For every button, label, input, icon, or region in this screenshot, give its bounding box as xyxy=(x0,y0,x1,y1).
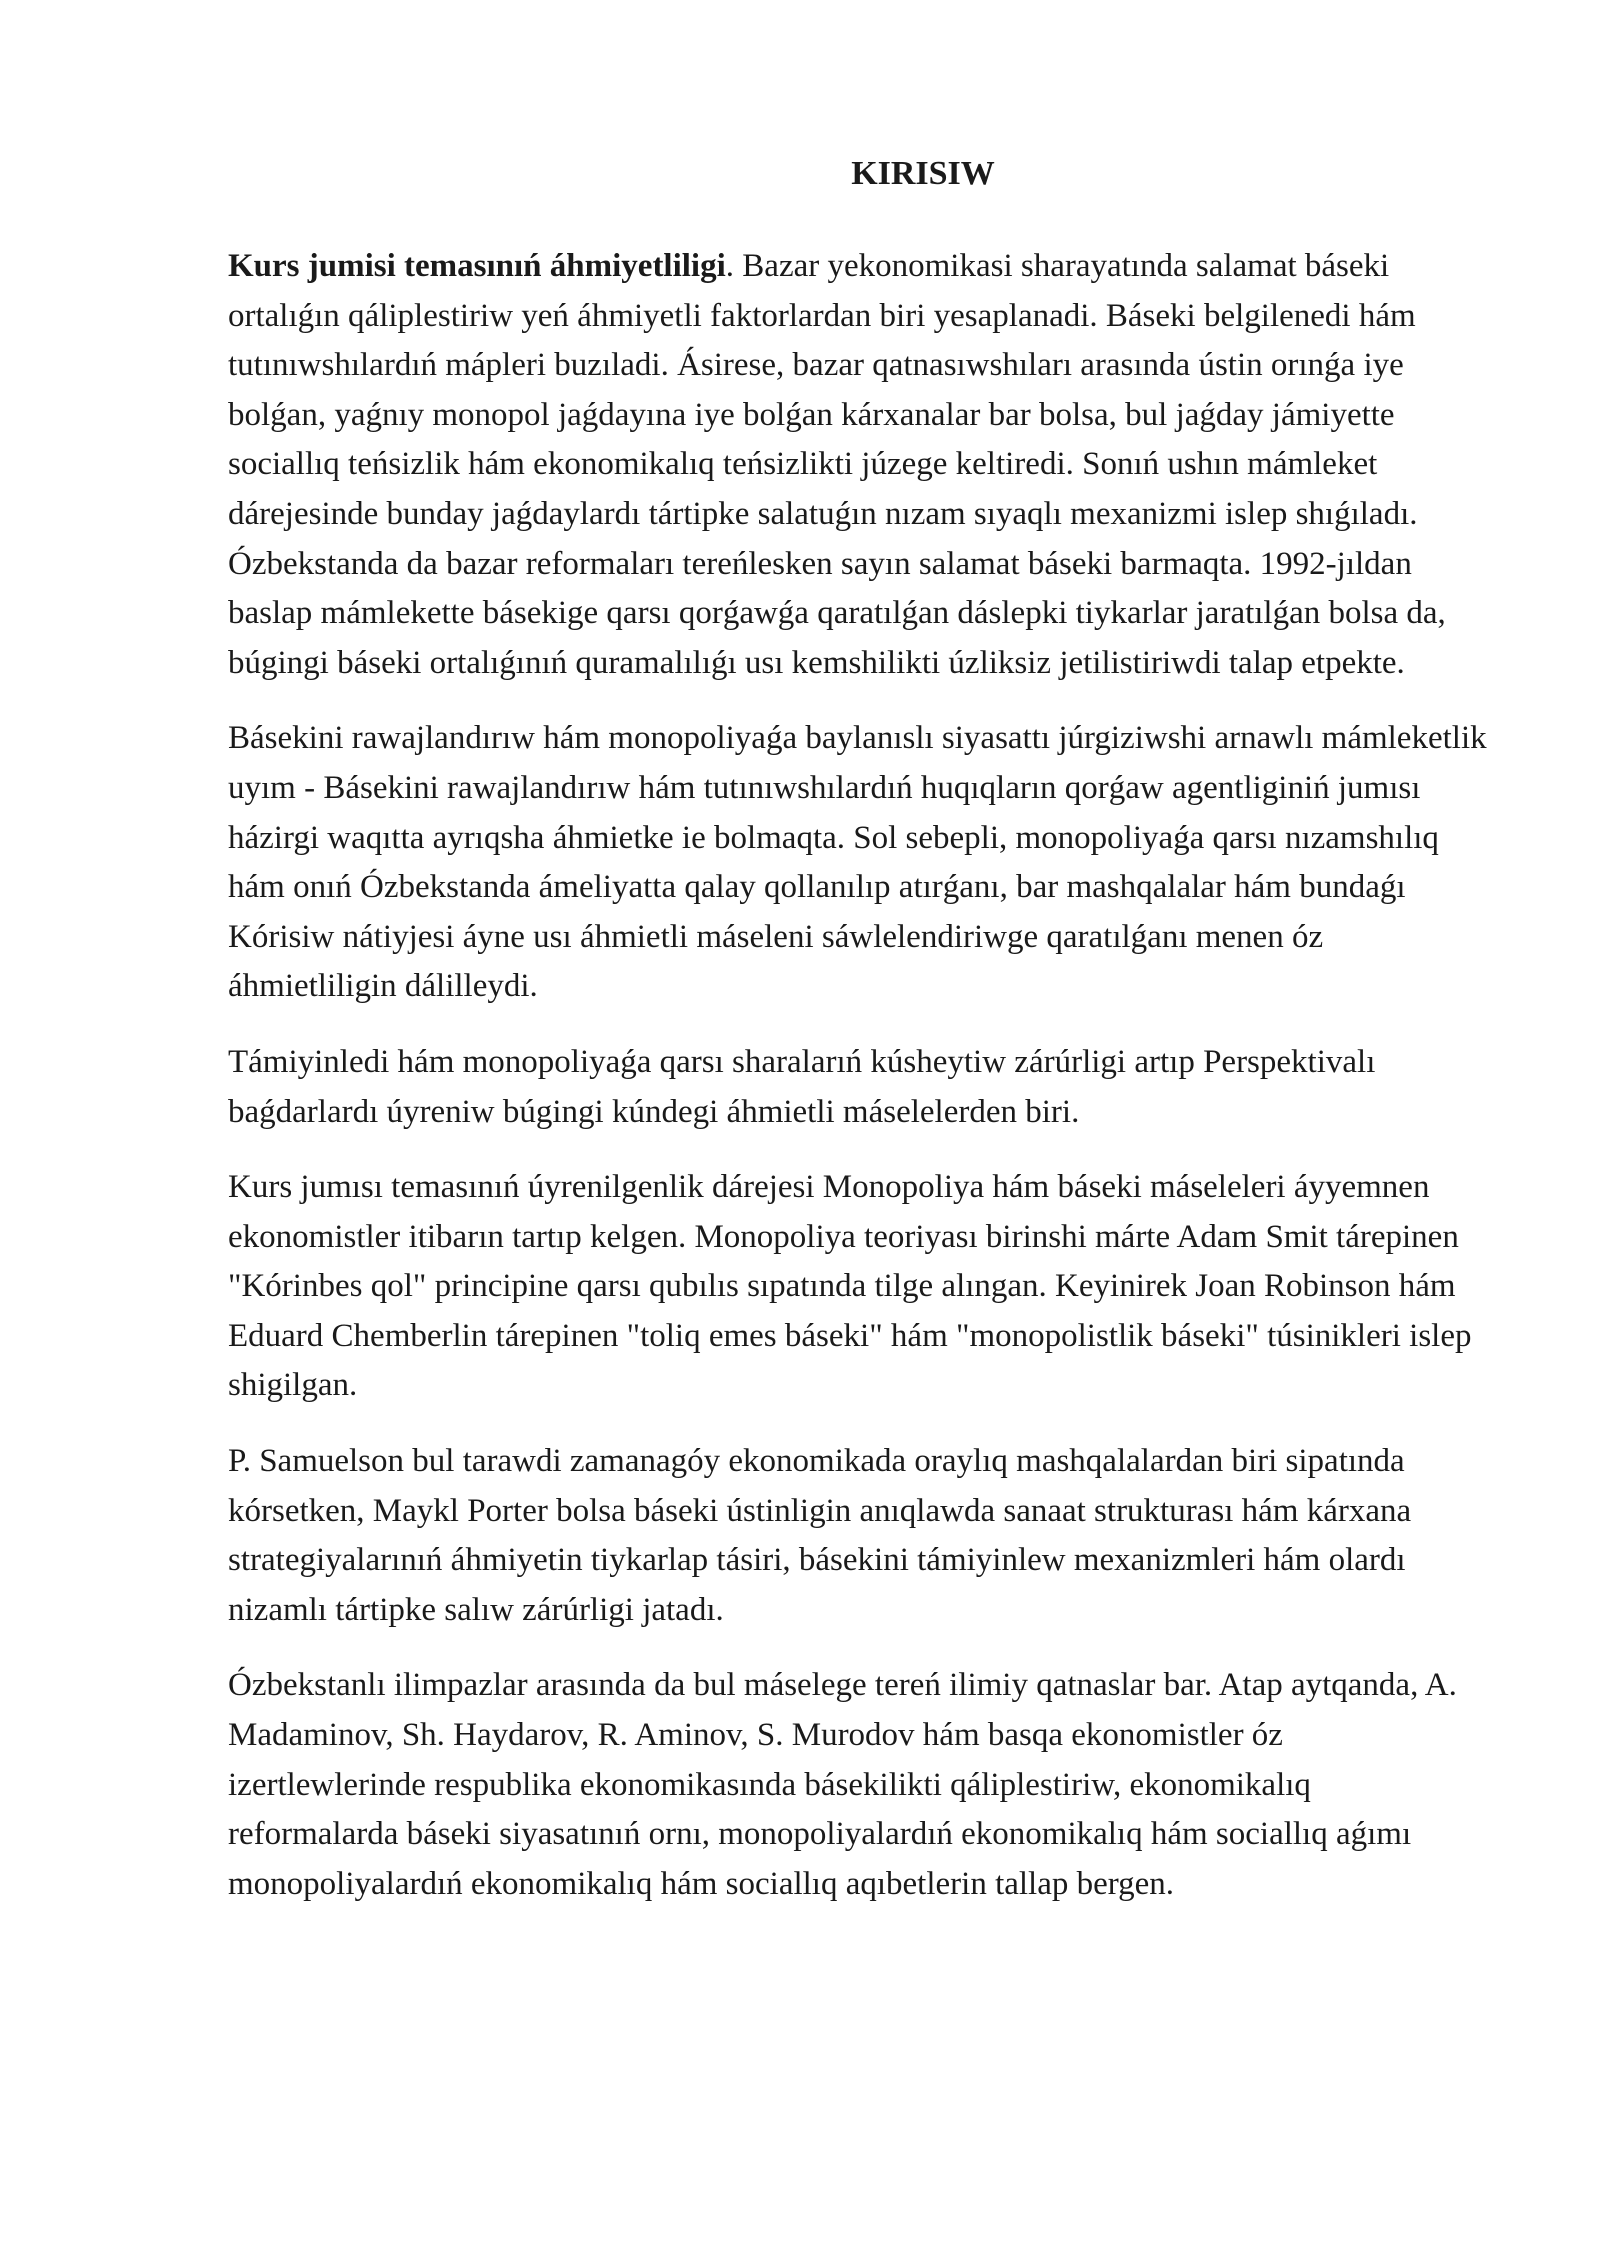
document-title: KIRISIW xyxy=(851,155,995,192)
document-page xyxy=(228,150,1488,1935)
paragraph-1-text: . Bazar yekonomikasi sharayatında salamat báseki ortalıǵın qáliplestiriw yeń áhmiyetli faktorlardan biri yesaplanadi. Báseki belgilenedi hám tutınıwshılardıń mápleri buzıladi. Ásirese, bazar qatnasıwshıları arasında ústin orınǵa iye bolǵan, yaǵnıy monopol jaǵdayına iye bolǵan kárxanalar bar bolsa, bul jaǵday jámiyette sociallıq teńsizlik hám ekonomikalıq teńsizlikti júzege keltiredi. Sonıń ushın mámleket dárejesinde bunday jaǵdaylardı tártipke salatuǵın nızam sıyaqlı mexanizmi islep shıǵıladı. Ózbekstanda da bazar reformaları tereńlesken sayın salamat báseki barmaqta. 1992-jıldan baslap mámlekette básekige qarsı qorǵawǵa qaratılǵan dáslepki tiykarlar jaratılǵan bolsa da, búgingi báseki ortalıǵınıń quramalılıǵı usı kemshilikti úzliksiz jetilistiriwdi talap etpekte. xyxy=(228,248,1446,681)
paragraph-1-lead: Kurs jumisi temasınıń áhmiyetliligi xyxy=(228,248,726,284)
paragraph-2: Básekini rawajlandırıw hám monopoliyaǵa baylanıslı siyasattı júrgiziwshi arnawlı mámleketlik uyım - Básekini rawajlandırıw hám tutınıwshılardıń huqıqların qorǵaw agentliginiń jumısı házirgi waqıtta ayrıqsha áhmietke ie bolmaqta. Sol sebepli, monopoliyaǵa qarsı nızamshılıq hám onıń Ózbekstanda ámeliyatta qalay qollanılıp atırǵanı, bar mashqalalar hám bundaǵı Kórisiw nátiyjesi áyne usı áhmietli máseleni sáwlelendiriwge qaratılǵanı menen óz áhmietliligin dálilleydi. xyxy=(228,720,1487,1005)
paragraph-1 xyxy=(228,242,1488,688)
paragraph-5: P. Samuelson bul tarawdi zamanagóy ekonomikada oraylıq mashqalalardan biri sipatında kórsetken, Maykl Porter bolsa báseki ústinligin anıqlawda sanaat strukturası hám kárxana strategiyalarınıń áhmiyetin tiykarlap tásiri, básekini támiyinlew mexanizmleri hám olardı nizamlı tártipke salıw zárúrligi jatadı. xyxy=(228,1443,1412,1628)
paragraph-6: Ózbekstanlı ilimpazlar arasında da bul máselege tereń ilimiy qatnaslar bar. Atap aytqanda, A. Madaminov, Sh. Haydarov, R. Aminov, S. Murodov hám basqa ekonomistler óz izertlewlerinde respublika ekonomikasında básekilikti qáliplestiriw, ekonomikalıq reformalarda báseki siyasatınıń ornı, monopoliyalardıń ekonomikalıq hám sociallıq aǵımı monopoliyalardıń ekonomikalıq hám sociallıq aqıbetlerin tallap bergen. xyxy=(228,1667,1457,1902)
paragraph-3: Támiyinledi hám monopoliyaǵa qarsı sharalarıń kúsheytiw zárúrligi artıp Perspektivalı baǵdarlardı úyreniw búgingi kúndegi áhmietli máselelerden biri. xyxy=(228,1043,1376,1130)
paragraph-4: Kurs jumısı temasınıń úyrenilgenlik dárejesi Monopoliya hám báseki máseleleri áyyemnen ekonomistler itibarın tartıp kelgen. Monopoliya teoriyası birinshi márte Adam Smit tárepinen "Kórinbes qol" principine qarsı qubılıs sıpatında tilge alıngan. Keyinirek Joan Robinson hám Eduard Chemberlin tárepinen "toliq emes báseki" hám "monopolistlik báseki" túsinikleri islep shigilgan. xyxy=(228,1169,1472,1404)
